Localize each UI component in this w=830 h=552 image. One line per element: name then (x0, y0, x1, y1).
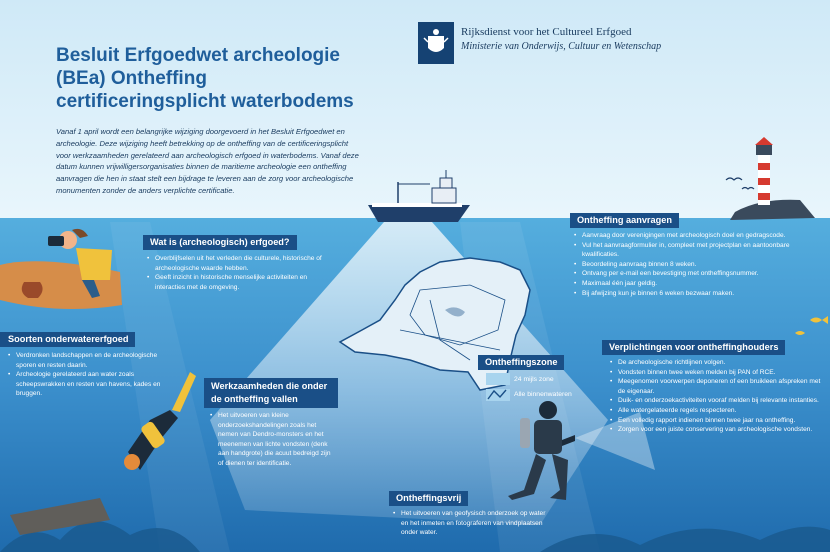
section-erfgoed-title: Wat is (archeologisch) erfgoed? (143, 235, 297, 250)
list-item: • Het uitvoeren van geofysisch onderzoek op water en het inmeten en fotograferen van vindplaatsen onder water. (393, 509, 553, 538)
legend-label-zone: 24 mijls zone (514, 376, 554, 383)
list-item: • De archeologische richtlijnen volgen. (610, 358, 822, 368)
list-item: • Vondsten binnen twee weken melden bij PAN of RCE. (610, 368, 822, 378)
list-item: • Geeft inzicht in historische menselijke activiteiten en interacties met de omgeving. (147, 273, 325, 292)
amphora (22, 282, 43, 298)
section-vrij-list (393, 509, 553, 538)
list-item: • Ontvang per e-mail een bevestiging met ontheffingsnummer. (574, 269, 810, 279)
list-item: • Maximaal één jaar geldig. (574, 279, 810, 289)
section-werkzaamheden-title: Werkzaamheden die onder de ontheffing vallen (204, 378, 338, 408)
section-verplichtingen-title: Verplichtingen voor ontheffinghouders (602, 340, 785, 355)
list-item: • Meegenomen voorwerpen deponeren of een bruikleen afspreken met de eigenaar. (610, 377, 822, 396)
section-aanvragen-title: Ontheffing aanvragen (570, 213, 679, 228)
list-item: • Aanvraag door verenigingen met archeologisch doel en gedragscode. (574, 231, 810, 241)
list-item: • Zorgen voor een juiste conservering van archeologische vondsten. (610, 425, 822, 435)
section-vrij-title: Ontheffingsvrij (389, 491, 468, 506)
list-item: • Alle watergelateerde regels respecteren. (610, 406, 822, 416)
coat-of-arms-icon (418, 22, 454, 64)
list-item: • Overblijfselen uit het verleden die culturele, historische of archeologische waarde hebben. (147, 254, 325, 273)
list-item: • Verdronken landschappen en de archeologische sporen en resten daarin. (8, 351, 163, 370)
agency-name: Rijksdienst voor het Cultureel Erfgoed (461, 26, 632, 38)
ministry-name: Ministerie van Onderwijs, Cultuur en Wetenschap (461, 41, 662, 52)
list-item: • Vul het aanvraagformulier in, compleet met projectplan en aantoonbare kwalificaties. (574, 241, 810, 260)
list-item: • Duik- en onderzoekactiviteiten vooraf melden bij relevante instanties. (610, 396, 822, 406)
section-erfgoed-list (147, 254, 325, 292)
section-zone-title: Ontheffingszone (478, 355, 564, 370)
section-aanvragen-list (574, 231, 810, 298)
list-item: • Een volledig rapport indienen binnen twee jaar na ontheffing. (610, 416, 822, 426)
legend-swatch-waters (486, 389, 510, 401)
list-item: • Het uitvoeren van kleine onderzoekshandelingen zoals het nemen van Dendro-monsters en het meenemen van lichte vondsten (denk aan handgrote) die acuut bedreigd zijn of dienen ter identificatie. (210, 411, 332, 469)
list-item: • Beoordeling aanvraag binnen 8 weken. (574, 260, 810, 270)
list-item: • Bij afwijzing kun je binnen 6 weken bezwaar maken. (574, 289, 810, 299)
section-werkzaamheden-list (210, 411, 332, 469)
page-title: Besluit Erfgoedwet archeologie (BEa) Ontheffing certificeringsplicht waterbodems (56, 45, 354, 112)
intro-text: Vanaf 1 april wordt een belangrijke wijziging doorgevoerd in het Besluit Erfgoedwet en archeologie. Deze wijziging heeft betrekking op de ontheffing van de certificeringsplicht voor werkzaamheden gerelateerd aan archeologisch erfgoed in waterbodems. Vanaf deze datum kunnen vrijwilligersorganisaties binnen de maritieme archeologie een ontheffing aanvragen die hen in staat stelt een bijdrage te leveren aan de zorg voor archeologische monumenten zonder de anders verplichte certificatie. (56, 127, 359, 195)
legend-swatch-zone (486, 373, 510, 385)
section-verplichtingen-list (610, 358, 822, 435)
list-item: • Archeologie gerelateerd aan water zoals scheepswrakken en resten van havens, kades en bruggen. (8, 370, 163, 399)
section-soorten-list (8, 351, 163, 399)
legend-label-waters: Alle binnenwateren (514, 391, 572, 398)
section-soorten-title: Soorten onderwatererfgoed (0, 332, 135, 347)
